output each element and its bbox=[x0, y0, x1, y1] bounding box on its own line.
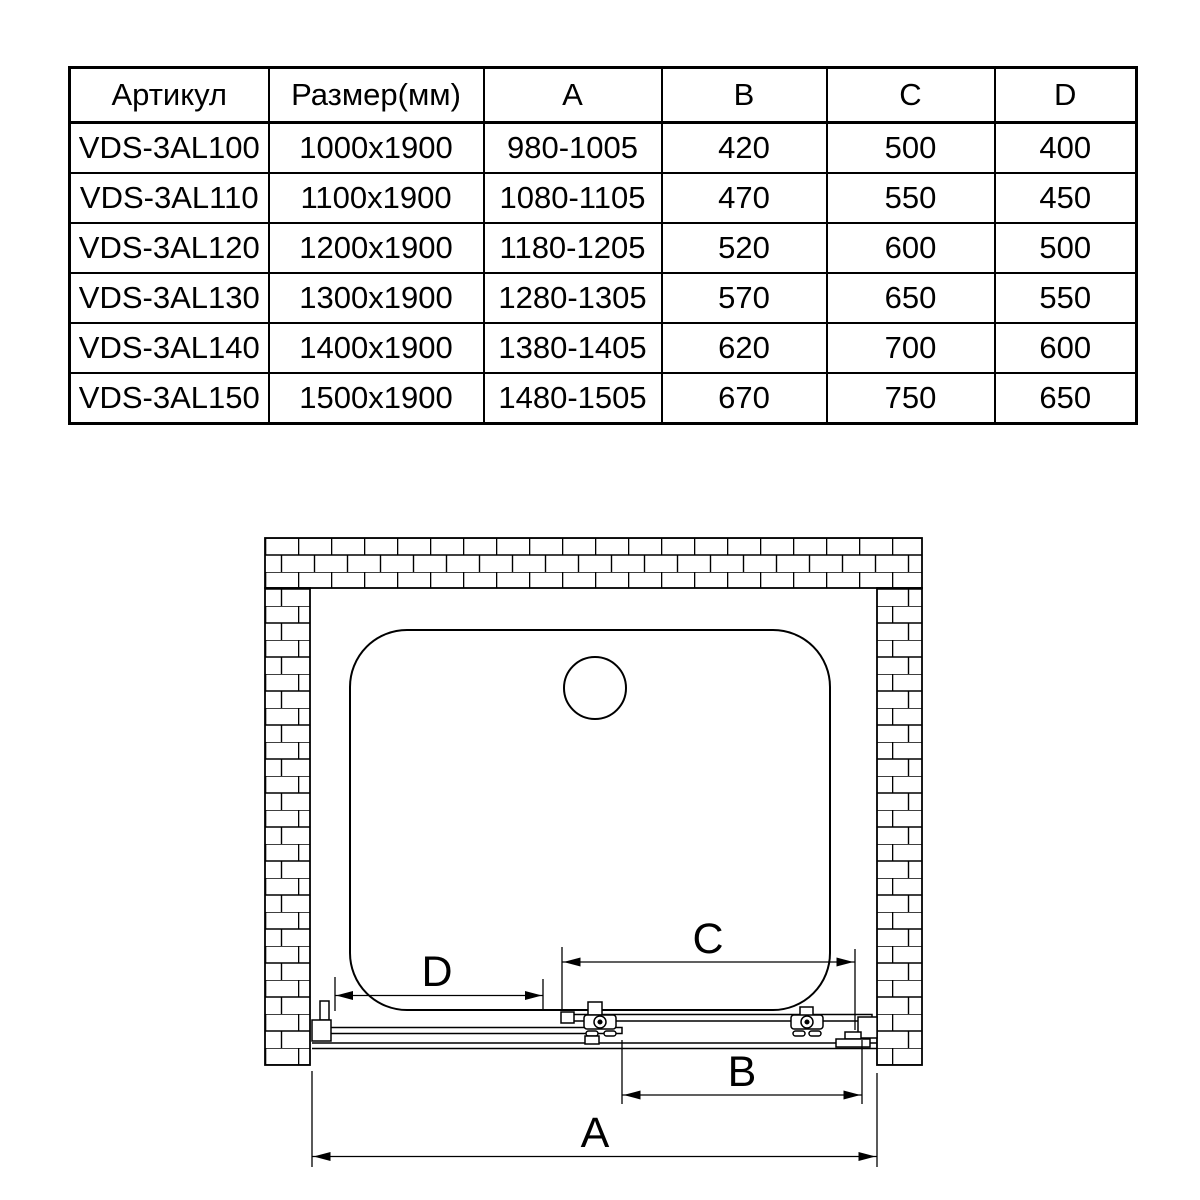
cell-artikul: VDS-3AL140 bbox=[70, 323, 269, 373]
cell-b: 620 bbox=[662, 323, 827, 373]
cell-d: 550 bbox=[995, 273, 1137, 323]
fixed-panel bbox=[330, 1028, 622, 1034]
cell-razmer: 1300x1900 bbox=[269, 273, 484, 323]
dim-c-label: C bbox=[692, 915, 724, 963]
dim-a bbox=[312, 1071, 877, 1167]
cell-a: 1480-1505 bbox=[484, 373, 662, 424]
cell-a: 1180-1205 bbox=[484, 223, 662, 273]
cell-b: 470 bbox=[662, 173, 827, 223]
header-d: D bbox=[995, 68, 1137, 123]
spec-table bbox=[68, 66, 1138, 425]
sliding-door-panel bbox=[573, 1015, 872, 1022]
cell-c: 700 bbox=[827, 323, 995, 373]
cell-a: 980-1005 bbox=[484, 123, 662, 174]
dim-b-label: B bbox=[727, 1048, 757, 1096]
cell-artikul: VDS-3AL110 bbox=[70, 173, 269, 223]
brick-wall-left bbox=[265, 588, 310, 1065]
cell-razmer: 1000x1900 bbox=[269, 123, 484, 174]
wall-profile-left bbox=[312, 1001, 331, 1041]
cell-b: 570 bbox=[662, 273, 827, 323]
cell-b: 420 bbox=[662, 123, 827, 174]
cell-artikul: VDS-3AL130 bbox=[70, 273, 269, 323]
header-b: B bbox=[662, 68, 827, 123]
header-c: C bbox=[827, 68, 995, 123]
cell-d: 450 bbox=[995, 173, 1137, 223]
dim-b bbox=[622, 1040, 862, 1104]
brick-wall-right bbox=[877, 588, 922, 1065]
cell-c: 650 bbox=[827, 273, 995, 323]
cell-razmer: 1200x1900 bbox=[269, 223, 484, 273]
brick-wall-top bbox=[265, 538, 922, 588]
cell-c: 750 bbox=[827, 373, 995, 424]
cell-c: 550 bbox=[827, 173, 995, 223]
table-row bbox=[70, 373, 1137, 424]
dim-a-arrow-left bbox=[314, 1152, 331, 1161]
header-artikul: Артикул bbox=[70, 68, 269, 123]
cell-c: 600 bbox=[827, 223, 995, 273]
dim-b-arrow-left bbox=[624, 1091, 641, 1100]
dim-d-label: D bbox=[421, 948, 453, 996]
table-row bbox=[70, 323, 1137, 373]
cell-b: 520 bbox=[662, 223, 827, 273]
table-row bbox=[70, 223, 1137, 273]
cell-d: 600 bbox=[995, 323, 1137, 373]
cell-d: 400 bbox=[995, 123, 1137, 174]
dim-a-label: A bbox=[580, 1109, 610, 1157]
cell-a: 1080-1105 bbox=[484, 173, 662, 223]
header-a: A bbox=[484, 68, 662, 123]
cell-razmer: 1400x1900 bbox=[269, 323, 484, 373]
cell-artikul: VDS-3AL120 bbox=[70, 223, 269, 273]
cell-c: 500 bbox=[827, 123, 995, 174]
cell-d: 500 bbox=[995, 223, 1137, 273]
dim-b-arrow-right bbox=[844, 1091, 861, 1100]
dim-d-arrow-left bbox=[336, 991, 353, 1000]
drain-circle bbox=[564, 657, 626, 719]
cell-d: 650 bbox=[995, 373, 1137, 424]
header-razmer: Размер(мм) bbox=[269, 68, 484, 123]
dim-a-arrow-right bbox=[859, 1152, 876, 1161]
roller-right bbox=[791, 1007, 823, 1036]
cell-a: 1380-1405 bbox=[484, 323, 662, 373]
cell-a: 1280-1305 bbox=[484, 273, 662, 323]
installation-diagram bbox=[0, 520, 1200, 1200]
cell-b: 670 bbox=[662, 373, 827, 424]
cell-artikul: VDS-3AL100 bbox=[70, 123, 269, 174]
cell-artikul: VDS-3AL150 bbox=[70, 373, 269, 424]
dim-c-arrow-right bbox=[837, 958, 854, 967]
table-row bbox=[70, 123, 1137, 174]
header-row bbox=[70, 68, 1137, 123]
sliding-door-end-cap bbox=[561, 1012, 574, 1023]
table-row bbox=[70, 173, 1137, 223]
cell-razmer: 1100x1900 bbox=[269, 173, 484, 223]
table-row bbox=[70, 273, 1137, 323]
cell-razmer: 1500x1900 bbox=[269, 373, 484, 424]
